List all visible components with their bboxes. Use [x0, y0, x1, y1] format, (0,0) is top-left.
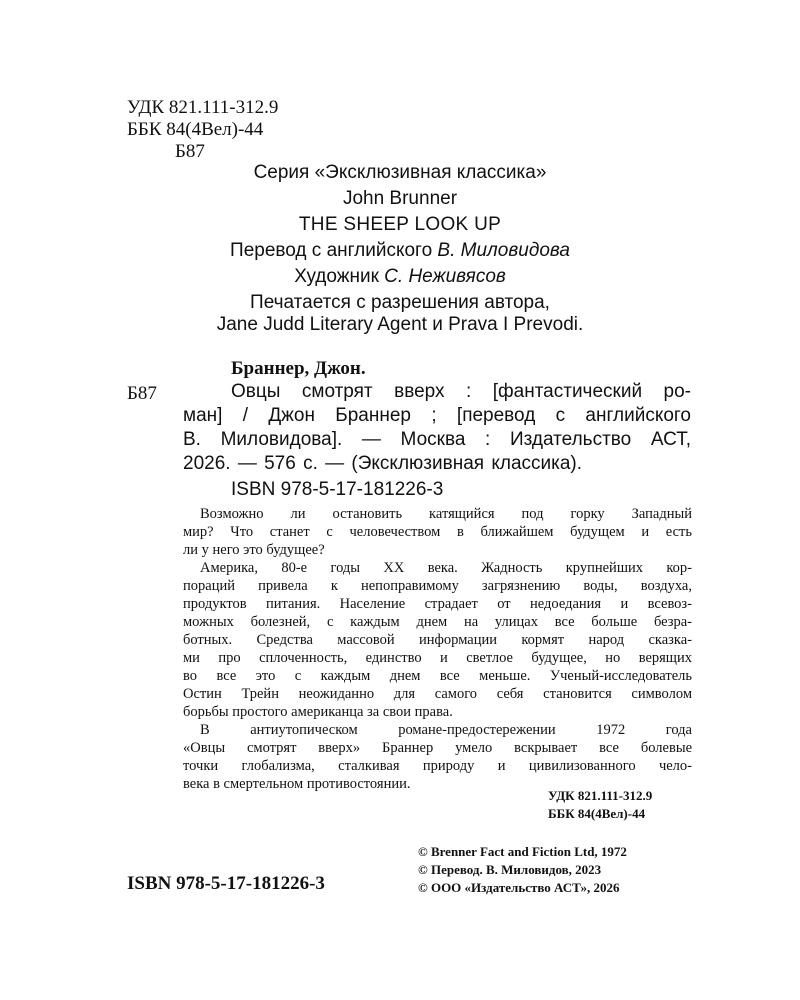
annotation-line: мир? Что станет с человечеством в ближайшем будущем и есть: [183, 524, 692, 540]
annotation-line: можных болезней, с каждым днем на улицах все больше безра-: [183, 614, 692, 630]
annotation-line: Остин Трейн неожиданно для самого себя становится символом: [183, 686, 692, 702]
annotation-line: Возможно ли остановить катящийся под горку Западный: [200, 506, 692, 522]
series-line: Серия «Эксклюзивная классика»: [253, 162, 547, 183]
copyright-line: © Перевод. В. Миловидов, 2023: [418, 862, 602, 877]
annotation-udk: УДК 821.111-312.9: [548, 788, 653, 803]
footer-isbn: ISBN 978-5-17-181226-3: [127, 873, 325, 894]
bib-line-4: 2026. — 576 с. — (Эксклюзивная классика).: [183, 453, 583, 474]
annotation-line: Америка, 80-е годы XX века. Жадность крупнейших кор-: [200, 560, 692, 576]
annotation-bbk: ББК 84(4Вел)-44: [548, 806, 646, 821]
bib-isbn: ISBN 978-5-17-181226-3: [231, 479, 444, 500]
translation-prefix: Перевод с английского: [230, 240, 438, 261]
artist-prefix: Художник: [294, 266, 385, 287]
copyright-line: © Brenner Fact and Fiction Ltd, 1972: [418, 844, 627, 859]
bbk-code: ББК 84(4Вел)-44: [127, 119, 264, 140]
annotation-line: ботных. Средства массовой информации кормят народ сказка-: [183, 632, 692, 648]
original-title: THE SHEEP LOOK UP: [298, 214, 502, 235]
copyright-line: © ООО «Издательство АСТ», 2026: [418, 880, 620, 895]
bibliographic-mark: Б87: [127, 383, 157, 404]
permission-line-2: Jane Judd Literary Agent и Prava I Prevodi.: [216, 314, 584, 335]
annotation-line: во все это с каждым днем все меньше. Ученый-исследователь: [183, 668, 692, 684]
author-heading: Браннер, Джон.: [231, 358, 366, 379]
author-mark: Б87: [175, 141, 205, 162]
original-author: John Brunner: [342, 188, 458, 209]
bib-line-3: В. Миловидова]. — Москва : Издательство АСТ,: [183, 429, 691, 450]
artist-name: С. Неживясов: [384, 266, 506, 287]
annotation-line: «Овцы смотрят вверх» Браннер умело вскрывает все болевые: [183, 740, 692, 756]
artist-line: [0, 266, 800, 288]
annotation-line: пораций привела к непоправимому загрязнению воды, воздуха,: [183, 578, 692, 594]
annotation-line: ли у него это будущее?: [183, 542, 325, 558]
permission-line-1: Печатается с разрешения автора,: [250, 292, 550, 313]
annotation-line: В антиутопическом романе-предостережении 1972 года: [200, 722, 692, 738]
annotation-line: ми про сплоченность, единство и светлое будущее, но верящих: [183, 650, 692, 666]
annotation-line: продуктов питания. Население страдает от недоедания и всевоз-: [183, 596, 692, 612]
annotation-line: борьбы простого американца за свои права.: [183, 704, 453, 720]
bib-line-2: ман] / Джон Браннер ; [перевод с английского: [183, 405, 691, 426]
annotation-line: точки глобализма, сталкивая природу и цивилизованного чело-: [183, 758, 692, 774]
annotation-line: века в смертельном противостоянии.: [183, 776, 411, 792]
translation-line: [0, 240, 800, 262]
bib-line-1: Овцы смотрят вверх : [фантастический ро-: [231, 381, 691, 402]
translator-name: В. Миловидова: [437, 240, 570, 261]
udk-code: УДК 821.111-312.9: [127, 97, 279, 118]
